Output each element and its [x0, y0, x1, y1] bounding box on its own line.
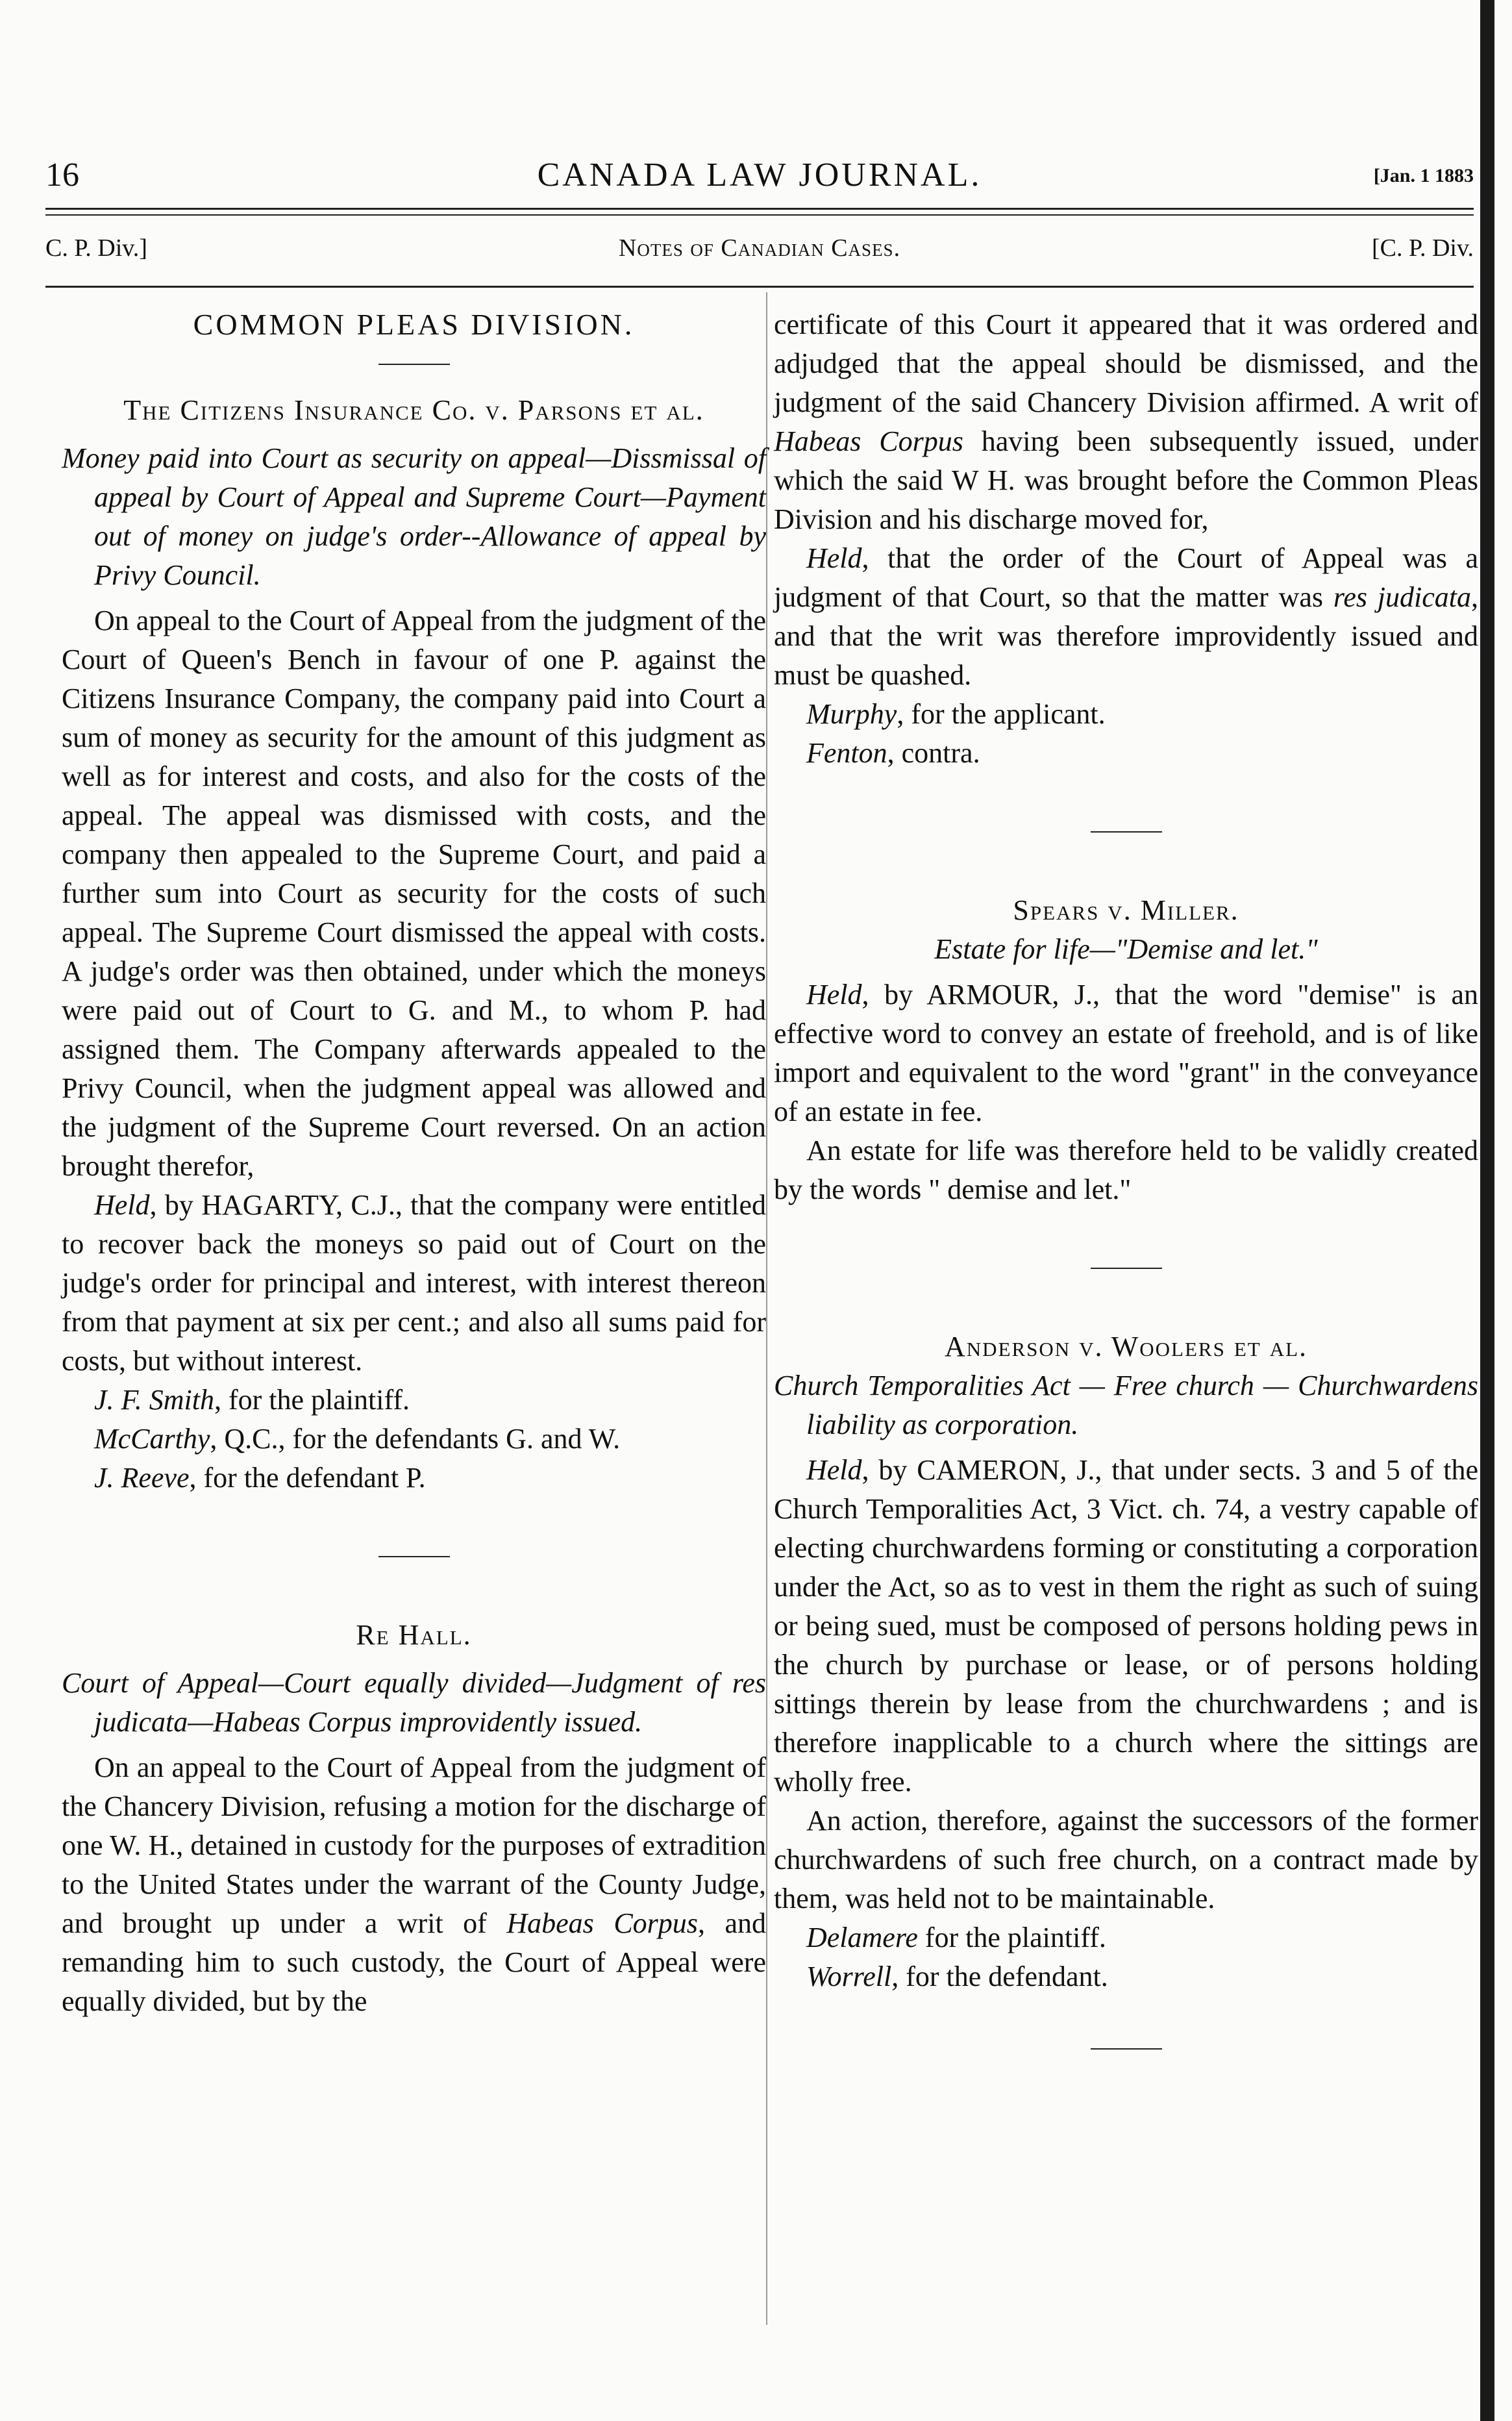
running-head-center: Notes of Canadian Cases.	[618, 234, 901, 262]
running-head-right: [C. P. Div.	[1372, 234, 1474, 262]
page-edge-shadow	[1480, 0, 1494, 2421]
case-holding	[774, 539, 1478, 695]
case-holding	[774, 1451, 1478, 1801]
issue-date: [Jan. 1 1883	[1373, 165, 1474, 186]
division-heading: COMMON PLEAS DIVISION.	[193, 308, 635, 341]
right-column	[774, 305, 1478, 2078]
case-paragraph	[62, 1748, 766, 2021]
case-headnote: Money paid into Court as security on appeal—Dissmissal of appeal by Court of Appeal and Supreme Court—Payment out of money on judge's order--Allowance of appeal by Privy Council.	[62, 442, 766, 591]
held-text: , by HAGARTY, C.J., that the company were entitled to recover back the moneys so paid out of Court on the judge's order for principal and interest, with interest thereon from that payment at six per cent.; and also all sums paid for costs, but without interest.	[62, 1189, 766, 1377]
para-italic: Habeas Corpus	[774, 425, 963, 457]
counsel-line	[62, 1459, 766, 1498]
counsel-role: , for the applicant.	[897, 698, 1106, 730]
journal-title: CANADA LAW JOURNAL.	[537, 157, 982, 194]
para-text: certificate of this Court it appeared that it was ordered and adjudged that the appeal should be dismissed, and the judgment of the said Chancery Division affirmed. A writ of	[774, 308, 1478, 418]
counsel-line	[62, 1420, 766, 1459]
counsel-name: McCarthy	[94, 1423, 210, 1455]
case-title: Anderson v. Woolers et al.	[944, 1331, 1308, 1362]
counsel-line	[774, 734, 1478, 773]
case-paragraph: On appeal to the Court of Appeal from the judgment of the Court of Queen's Bench in favour of one P. against the Citizens Insurance Company, the company paid into Court a sum of money as security for the amount of this judgment as well as for interest and costs, and also for the costs of the appeal. The appeal was dismissed with costs, and the company then appealed to the Supreme Court, and paid a further sum into Court as security for the costs of such appeal. The Supreme Court dismissed the appeal with costs. A judge's order was then obtained, under which the moneys were paid out of Court to G. and M., to whom P. had assigned them. The Company afterwards appealed to the Privy Council, when the judgment appeal was allowed and the judgment of the Supreme Court reversed. On an action brought therefor,	[62, 605, 766, 1182]
counsel-role: , for the plaintiff.	[214, 1384, 410, 1416]
separator	[1091, 2048, 1162, 2050]
case-paragraph: An action, therefore, against the successors of the former churchwardens of such free church, on a contract made by them, was held not to be maintainable.	[774, 1805, 1478, 1914]
counsel-line	[774, 1957, 1478, 1996]
header-rule-thin	[45, 214, 1474, 216]
counsel-name: Delamere	[806, 1922, 918, 1953]
held-text: , that the order of the Court of Appeal was a judgment of that Court, so that the matter was	[774, 542, 1478, 613]
case-title: Spears v. Miller.	[1013, 894, 1239, 926]
left-column	[62, 305, 766, 2021]
running-head-rule	[45, 286, 1474, 288]
case-headnote: Estate for life—"Demise and let."	[934, 933, 1318, 965]
separator	[1091, 831, 1162, 833]
column-divider	[766, 292, 767, 2325]
counsel-name: J. Reeve	[94, 1462, 190, 1494]
held-text: , by ARMOUR, J., that the word "demise" is an effective word to convey an estate of freehold, and is of like import and equivalent to the word "grant" in the conveyance of an estate in fee.	[774, 979, 1478, 1127]
held-word: Held	[806, 542, 862, 574]
counsel-name: Worrell	[806, 1961, 892, 1992]
header-rule-thick	[45, 208, 1474, 210]
case-headnote: Court of Appeal—Court equally divided—Judgment of res judicata—Habeas Corpus improvidently issued.	[62, 1667, 766, 1738]
separator	[1091, 1268, 1162, 1269]
held-word: Held	[94, 1189, 150, 1221]
held-word: Held	[806, 979, 862, 1010]
counsel-role: , Q.C., for the defendants G. and W.	[210, 1423, 621, 1455]
case-holding	[62, 1186, 766, 1381]
counsel-name: J. F. Smith	[94, 1384, 214, 1416]
separator	[378, 1556, 450, 1557]
separator	[378, 364, 450, 365]
held-word: Held	[806, 1454, 862, 1486]
page-number: 16	[45, 157, 79, 194]
case-paragraph-continued	[774, 305, 1478, 539]
case-title: Re Hall.	[356, 1619, 472, 1651]
counsel-line	[62, 1381, 766, 1420]
page-header	[45, 156, 1474, 208]
counsel-role: , for the defendant.	[891, 1961, 1108, 1992]
para-text: having been subsequently issued, under which the said W H. was brought before the Common Pleas Division and his discharge moved for,	[774, 425, 1479, 535]
held-text: , and that the writ was therefore improvidently issued and must be quashed.	[774, 581, 1478, 691]
held-italic: res judicata	[1333, 581, 1471, 613]
counsel-role: , contra.	[887, 737, 980, 769]
para-italic: Habeas Corpus	[506, 1907, 698, 1939]
running-head-left: C. P. Div.]	[45, 234, 147, 262]
held-text: , by CAMERON, J., that under sects. 3 and 5 of the Church Temporalities Act, 3 Vict. ch. 74, a vestry capable of electing churchwardens forming or constituting a corporation under the Act, so as to vest in them the right as such of suing or being sued, must be composed of persons holding pews in the church by purchase or lease, or of persons holding sittings therein by lease from the churchwardens ; and is therefore inapplicable to a church where the sittings are wholly free.	[774, 1454, 1478, 1798]
para-text: , and remanding him to such custody, the Court of Appeal were equally divided, but by the	[62, 1907, 766, 2017]
case-headnote: Church Temporalities Act — Free church — Churchwardens liability as corporation.	[774, 1370, 1478, 1440]
counsel-line	[774, 695, 1478, 734]
running-head	[45, 234, 1474, 273]
counsel-role: , for the defendant P.	[189, 1462, 426, 1494]
counsel-name: Murphy	[806, 698, 897, 730]
counsel-role: for the plaintiff.	[917, 1922, 1106, 1953]
counsel-name: Fenton	[806, 737, 887, 769]
case-paragraph: An estate for life was therefore held to be validly created by the words " demise and let."	[774, 1135, 1478, 1205]
case-holding	[774, 975, 1478, 1131]
counsel-line	[774, 1918, 1478, 1957]
case-title: The Citizens Insurance Co. v. Parsons et al.	[123, 394, 704, 426]
para-text: On an appeal to the Court of Appeal from the judgment of the Chancery Division, refusing a motion for the discharge of one W. H., detained in custody for the purposes of extradition to the United States under the warrant of the County Judge, and brought up under a writ of	[62, 1751, 766, 1939]
